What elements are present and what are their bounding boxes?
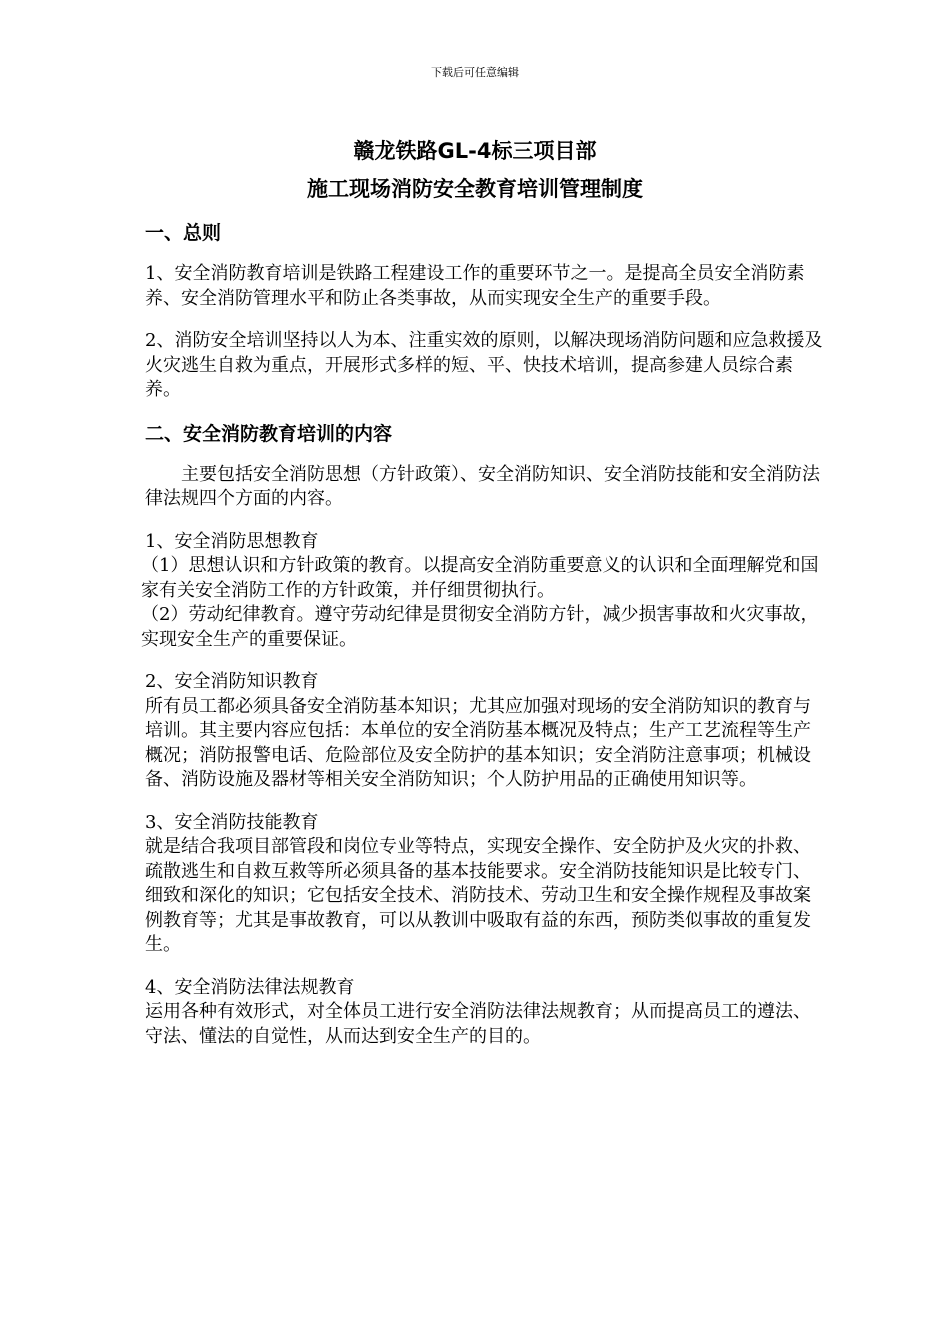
document-subtitle: 施工现场消防安全教育培训管理制度 bbox=[307, 177, 643, 201]
item-subpoint-2: （2）劳动纪律教育。遵守劳动纪律是贯彻安全消防方针，减少损害事故和火灾事故，实现安全生产的重要保证。 bbox=[141, 604, 819, 650]
item-title: 4、安全消防法律法规教育 bbox=[145, 976, 355, 998]
document-title: 赣龙铁路GL-4标三项目部 bbox=[353, 139, 597, 163]
item-knowledge bbox=[145, 670, 825, 793]
item-body: 所有员工都必须具备安全消防基本知识；尤其应加强对现场的安全消防知识的教育与培训。其主要内容应包括：本单位的安全消防基本概况及特点；生产工艺流程等生产概况；消防报警电话、危险部位及安全防护的基本知识；安全消防注意事项；机械设备、消防设施及器材等相关安全消防知识；个人防护用品的正确使用知识等。 bbox=[145, 695, 811, 790]
item-body: 就是结合我项目部管段和岗位专业等特点，实现安全操作、安全防护及火灾的扑救、疏散逃生和自救互救等所必须具备的基本技能要求。安全消防技能知识是比较专门、细致和深化的知识；它包括安全技术、消防技术、劳动卫生和安全操作规程及事故案例教育等；尤其是事故教育，可以从教训中吸取有益的东西，预防类似事故的重复发生。 bbox=[145, 836, 811, 955]
item-ideology bbox=[141, 530, 825, 653]
section-heading-content: 二、安全消防教育培训的内容 bbox=[145, 422, 393, 445]
content-intro: 主要包括安全消防思想（方针政策）、安全消防知识、安全消防技能和安全消防法律法规四个方面的内容。 bbox=[145, 463, 820, 509]
section-heading-general: 一、总则 bbox=[145, 222, 222, 244]
item-title: 3、安全消防技能教育 bbox=[145, 811, 319, 833]
header-note: 下载后可任意编辑 bbox=[431, 66, 519, 79]
document-body bbox=[141, 220, 825, 1067]
item-title: 1、安全消防思想教育 bbox=[145, 530, 319, 552]
item-law bbox=[145, 976, 825, 1050]
item-body: 运用各种有效形式，对全体员工进行安全消防法律法规教育；从而提高员工的遵法、守法、懂法的自觉性，从而达到安全生产的目的。 bbox=[145, 1001, 811, 1047]
item-subpoint-1: （1）思想认识和方针政策的教育。以提高安全消防重要意义的认识和全面理解党和国家有关安全消防工作的方针政策，并仔细贯彻执行。 bbox=[141, 555, 819, 601]
general-paragraph-1: 1、安全消防教育培训是铁路工程建设工作的重要环节之一。是提高全员安全消防素养、安全消防管理水平和防止各类事故，从而实现安全生产的重要手段。 bbox=[145, 263, 805, 309]
general-paragraph-2: 2、消防安全培训坚持以人为本、注重实效的原则，以解决现场消防问题和应急救援及火灾逃生自救为重点，开展形式多样的短、平、快技术培训，提高参建人员综合素养。 bbox=[145, 330, 823, 400]
item-skills bbox=[145, 811, 825, 958]
item-title: 2、安全消防知识教育 bbox=[145, 671, 319, 692]
